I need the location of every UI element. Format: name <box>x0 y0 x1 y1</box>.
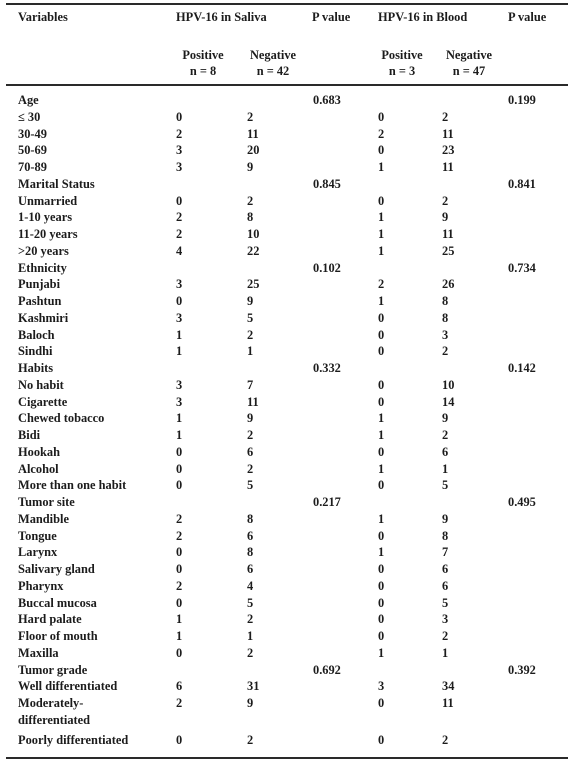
blood-negative-cell: 10 <box>442 377 455 392</box>
row-label: Tumor site <box>18 495 75 509</box>
saliva-positive-cell: 2 <box>176 696 183 710</box>
row-label: Punjabi <box>18 277 61 292</box>
saliva-positive-cell: 0 <box>176 732 183 747</box>
saliva-negative-cell: 9 <box>247 696 254 710</box>
blood-positive-cell: 1 <box>378 461 385 476</box>
blood-positive-cell: 0 <box>378 612 385 627</box>
row-label: 1-10 years <box>18 210 73 225</box>
saliva-positive-cell: 3 <box>176 394 183 409</box>
blood-positive-cell: 2 <box>378 126 385 141</box>
saliva-positive-cell: 3 <box>176 143 183 158</box>
blood-negative-cell: 2 <box>442 344 449 359</box>
saliva-positive-cell: 2 <box>176 528 183 543</box>
row-label: Tumor grade <box>18 662 88 677</box>
blood-positive-cell: 1 <box>378 210 385 225</box>
blood-negative-cell: 2 <box>442 109 449 124</box>
saliva-negative-cell: 1 <box>247 344 254 359</box>
saliva-negative-cell: 31 <box>247 679 260 694</box>
saliva-positive-cell: 2 <box>176 511 183 526</box>
saliva-positive-cell: 1 <box>176 428 183 442</box>
row-label: Maxilla <box>18 645 59 660</box>
saliva-negative-cell: 4 <box>247 578 254 593</box>
blood-positive-cell: 1 <box>378 243 385 258</box>
row-label: 70-89 <box>18 160 47 174</box>
saliva-positive-cell: 3 <box>176 310 183 325</box>
blood-negative-cell: 9 <box>442 511 449 526</box>
saliva-negative-cell: 8 <box>247 545 254 560</box>
saliva-positive-cell: 0 <box>176 645 183 660</box>
row-label: 50-69 <box>18 143 47 158</box>
blood-positive-cell: 3 <box>378 679 385 694</box>
saliva-negative-cell: 2 <box>247 193 254 208</box>
row-label: More than one habit <box>18 478 127 493</box>
saliva-negative-cell: 2 <box>247 645 254 660</box>
blood-positive-cell: 0 <box>378 109 385 124</box>
row-label: Hard palate <box>18 612 82 627</box>
row-label: 30-49 <box>18 126 47 141</box>
saliva-positive-cell: 1 <box>176 344 183 359</box>
table-top-rule <box>6 3 568 5</box>
row-label: Floor of mouth <box>18 629 98 643</box>
blood-negative-cell: 6 <box>442 562 449 576</box>
header-variables: Variables <box>18 10 68 24</box>
saliva-negative-cell: 5 <box>247 310 254 325</box>
saliva-negative-cell: 11 <box>247 126 259 141</box>
saliva-negative-cell: 7 <box>247 377 254 392</box>
row-label: Pashtun <box>18 294 62 308</box>
blood-positive-cell: 0 <box>378 732 385 747</box>
row-label: Baloch <box>18 327 55 342</box>
saliva-p-value-cell: 0.692 <box>313 662 341 677</box>
row-label: >20 years <box>18 243 69 258</box>
saliva-negative-cell: 22 <box>247 243 260 258</box>
blood-negative-cell: 6 <box>442 444 449 459</box>
row-label: Chewed tobacco <box>18 411 105 426</box>
blood-negative-cell: 9 <box>442 210 449 225</box>
saliva-positive-cell: 1 <box>176 411 183 426</box>
saliva-positive-cell: 6 <box>176 679 183 694</box>
saliva-negative-cell: 25 <box>247 277 260 292</box>
header-saliva-positive-n: n = 8 <box>189 64 217 78</box>
header-blood-positive: Positive <box>381 48 423 62</box>
saliva-positive-cell: 1 <box>176 327 183 342</box>
saliva-negative-cell: 8 <box>247 210 254 225</box>
saliva-negative-cell: 9 <box>247 411 254 426</box>
blood-positive-cell: 1 <box>378 411 385 426</box>
blood-negative-cell: 23 <box>442 143 455 158</box>
blood-negative-cell: 2 <box>442 732 449 747</box>
blood-positive-cell: 1 <box>378 294 385 308</box>
saliva-positive-cell: 1 <box>176 612 183 627</box>
blood-positive-cell: 1 <box>378 428 385 442</box>
header-blood-negative-n: n = 47 <box>452 64 486 78</box>
blood-positive-cell: 1 <box>378 645 385 660</box>
blood-negative-cell: 8 <box>442 528 449 543</box>
saliva-negative-cell: 5 <box>247 595 254 610</box>
saliva-positive-cell: 0 <box>176 444 183 459</box>
blood-positive-cell: 0 <box>378 327 385 342</box>
blood-negative-cell: 2 <box>442 629 449 643</box>
row-label: Habits <box>18 361 54 375</box>
row-label: Moderately- <box>18 696 84 710</box>
blood-negative-cell: 11 <box>442 696 454 710</box>
blood-positive-cell: 1 <box>378 511 385 526</box>
saliva-positive-cell: 2 <box>176 210 183 225</box>
saliva-negative-cell: 2 <box>247 109 254 124</box>
blood-negative-cell: 11 <box>442 160 454 174</box>
blood-negative-cell: 25 <box>442 243 455 258</box>
header-blood-positive-n: n = 3 <box>388 64 416 78</box>
header-p-value-2: P value <box>508 10 547 24</box>
blood-negative-cell: 2 <box>442 428 449 442</box>
saliva-positive-cell: 3 <box>176 277 183 292</box>
blood-positive-cell: 0 <box>378 143 385 158</box>
saliva-positive-cell: 0 <box>176 478 183 493</box>
saliva-negative-cell: 2 <box>247 327 254 342</box>
saliva-positive-cell: 2 <box>176 227 183 241</box>
blood-negative-cell: 6 <box>442 578 449 593</box>
blood-positive-cell: 0 <box>378 444 385 459</box>
blood-positive-cell: 0 <box>378 193 385 208</box>
saliva-p-value-cell: 0.683 <box>313 93 341 107</box>
blood-positive-cell: 0 <box>378 696 385 710</box>
blood-positive-cell: 0 <box>378 629 385 643</box>
saliva-positive-cell: 0 <box>176 294 183 308</box>
saliva-p-value-cell: 0.332 <box>313 361 341 375</box>
blood-negative-cell: 5 <box>442 478 449 493</box>
saliva-negative-cell: 9 <box>247 294 254 308</box>
blood-positive-cell: 0 <box>378 578 385 593</box>
blood-p-value-cell: 0.199 <box>508 93 536 107</box>
blood-negative-cell: 3 <box>442 612 449 627</box>
blood-positive-cell: 1 <box>378 160 385 174</box>
blood-negative-cell: 3 <box>442 327 449 342</box>
row-label: Ethnicity <box>18 260 67 275</box>
row-label: Marital Status <box>18 176 95 191</box>
saliva-positive-cell: 2 <box>176 578 183 593</box>
header-p-value-1: P value <box>312 10 351 24</box>
blood-positive-cell: 0 <box>378 310 385 325</box>
saliva-negative-cell: 6 <box>247 444 254 459</box>
blood-negative-cell: 9 <box>442 411 449 426</box>
blood-positive-cell: 0 <box>378 344 385 359</box>
saliva-negative-cell: 20 <box>247 143 260 158</box>
header-saliva-negative-n: n = 42 <box>256 64 290 78</box>
blood-negative-cell: 7 <box>442 545 449 560</box>
row-label: Unmarried <box>18 193 78 208</box>
row-label-continued: differentiated <box>18 712 91 727</box>
row-label: Tongue <box>18 528 57 543</box>
blood-negative-cell: 8 <box>442 310 449 325</box>
blood-p-value-cell: 0.734 <box>508 260 536 275</box>
blood-negative-cell: 2 <box>442 193 449 208</box>
saliva-negative-cell: 6 <box>247 562 254 576</box>
row-label: Mandible <box>18 511 69 526</box>
header-saliva-positive: Positive <box>182 48 224 62</box>
saliva-negative-cell: 5 <box>247 478 254 493</box>
header-saliva-negative: Negative <box>249 48 297 62</box>
blood-positive-cell: 0 <box>378 394 385 409</box>
blood-positive-cell: 1 <box>378 545 385 560</box>
blood-positive-cell: 0 <box>378 528 385 543</box>
row-label: Well differentiated <box>18 679 118 694</box>
row-label: No habit <box>18 377 64 392</box>
saliva-negative-cell: 9 <box>247 160 254 174</box>
header-bottom-rule <box>6 84 568 86</box>
row-label: Pharynx <box>18 578 64 593</box>
blood-positive-cell: 0 <box>378 377 385 392</box>
saliva-positive-cell: 0 <box>176 109 183 124</box>
row-label: Hookah <box>18 444 61 459</box>
blood-positive-cell: 0 <box>378 478 385 493</box>
header-blood-group: HPV-16 in Blood <box>378 10 468 24</box>
blood-positive-cell: 0 <box>378 595 385 610</box>
blood-negative-cell: 34 <box>442 679 455 694</box>
table-bottom-rule <box>6 757 568 759</box>
saliva-negative-cell: 10 <box>247 227 260 241</box>
blood-positive-cell: 1 <box>378 227 385 241</box>
row-label: Poorly differentiated <box>18 732 129 747</box>
saliva-positive-cell: 4 <box>176 243 183 258</box>
blood-positive-cell: 2 <box>378 277 385 292</box>
blood-p-value-cell: 0.142 <box>508 361 536 375</box>
saliva-positive-cell: 0 <box>176 595 183 610</box>
saliva-p-value-cell: 0.217 <box>313 495 341 509</box>
blood-p-value-cell: 0.841 <box>508 176 536 191</box>
saliva-positive-cell: 0 <box>176 193 183 208</box>
saliva-positive-cell: 1 <box>176 629 183 643</box>
row-label: Kashmiri <box>18 310 69 325</box>
blood-negative-cell: 11 <box>442 126 454 141</box>
saliva-positive-cell: 3 <box>176 377 183 392</box>
row-label: Sindhi <box>18 344 53 359</box>
saliva-positive-cell: 2 <box>176 126 183 141</box>
row-label: Buccal mucosa <box>18 595 97 610</box>
row-label: Alcohol <box>18 461 59 476</box>
blood-positive-cell: 0 <box>378 562 385 576</box>
blood-negative-cell: 11 <box>442 227 454 241</box>
saliva-negative-cell: 2 <box>247 612 254 627</box>
row-label: ≤ 30 <box>18 109 41 124</box>
saliva-p-value-cell: 0.845 <box>313 176 341 191</box>
blood-p-value-cell: 0.495 <box>508 495 536 509</box>
saliva-p-value-cell: 0.102 <box>313 260 341 275</box>
blood-negative-cell: 8 <box>442 294 449 308</box>
saliva-positive-cell: 0 <box>176 461 183 476</box>
saliva-negative-cell: 11 <box>247 394 259 409</box>
row-label: Larynx <box>18 545 58 560</box>
blood-negative-cell: 26 <box>442 277 455 292</box>
saliva-negative-cell: 2 <box>247 428 254 442</box>
blood-p-value-cell: 0.392 <box>508 662 536 677</box>
saliva-positive-cell: 0 <box>176 562 183 576</box>
saliva-negative-cell: 2 <box>247 732 254 747</box>
row-label: 11-20 years <box>18 227 78 241</box>
row-label: Bidi <box>18 428 41 442</box>
blood-negative-cell: 14 <box>442 394 455 409</box>
saliva-negative-cell: 6 <box>247 528 254 543</box>
row-label: Age <box>18 93 39 107</box>
blood-negative-cell: 1 <box>442 645 449 660</box>
header-saliva-group: HPV-16 in Saliva <box>176 10 267 24</box>
saliva-positive-cell: 0 <box>176 545 183 560</box>
saliva-negative-cell: 2 <box>247 461 254 476</box>
blood-negative-cell: 5 <box>442 595 449 610</box>
header-blood-negative: Negative <box>445 48 493 62</box>
saliva-positive-cell: 3 <box>176 160 183 174</box>
row-label: Cigarette <box>18 394 68 409</box>
saliva-negative-cell: 8 <box>247 511 254 526</box>
blood-negative-cell: 1 <box>442 461 449 476</box>
row-label: Salivary gland <box>18 562 95 576</box>
saliva-negative-cell: 1 <box>247 629 254 643</box>
